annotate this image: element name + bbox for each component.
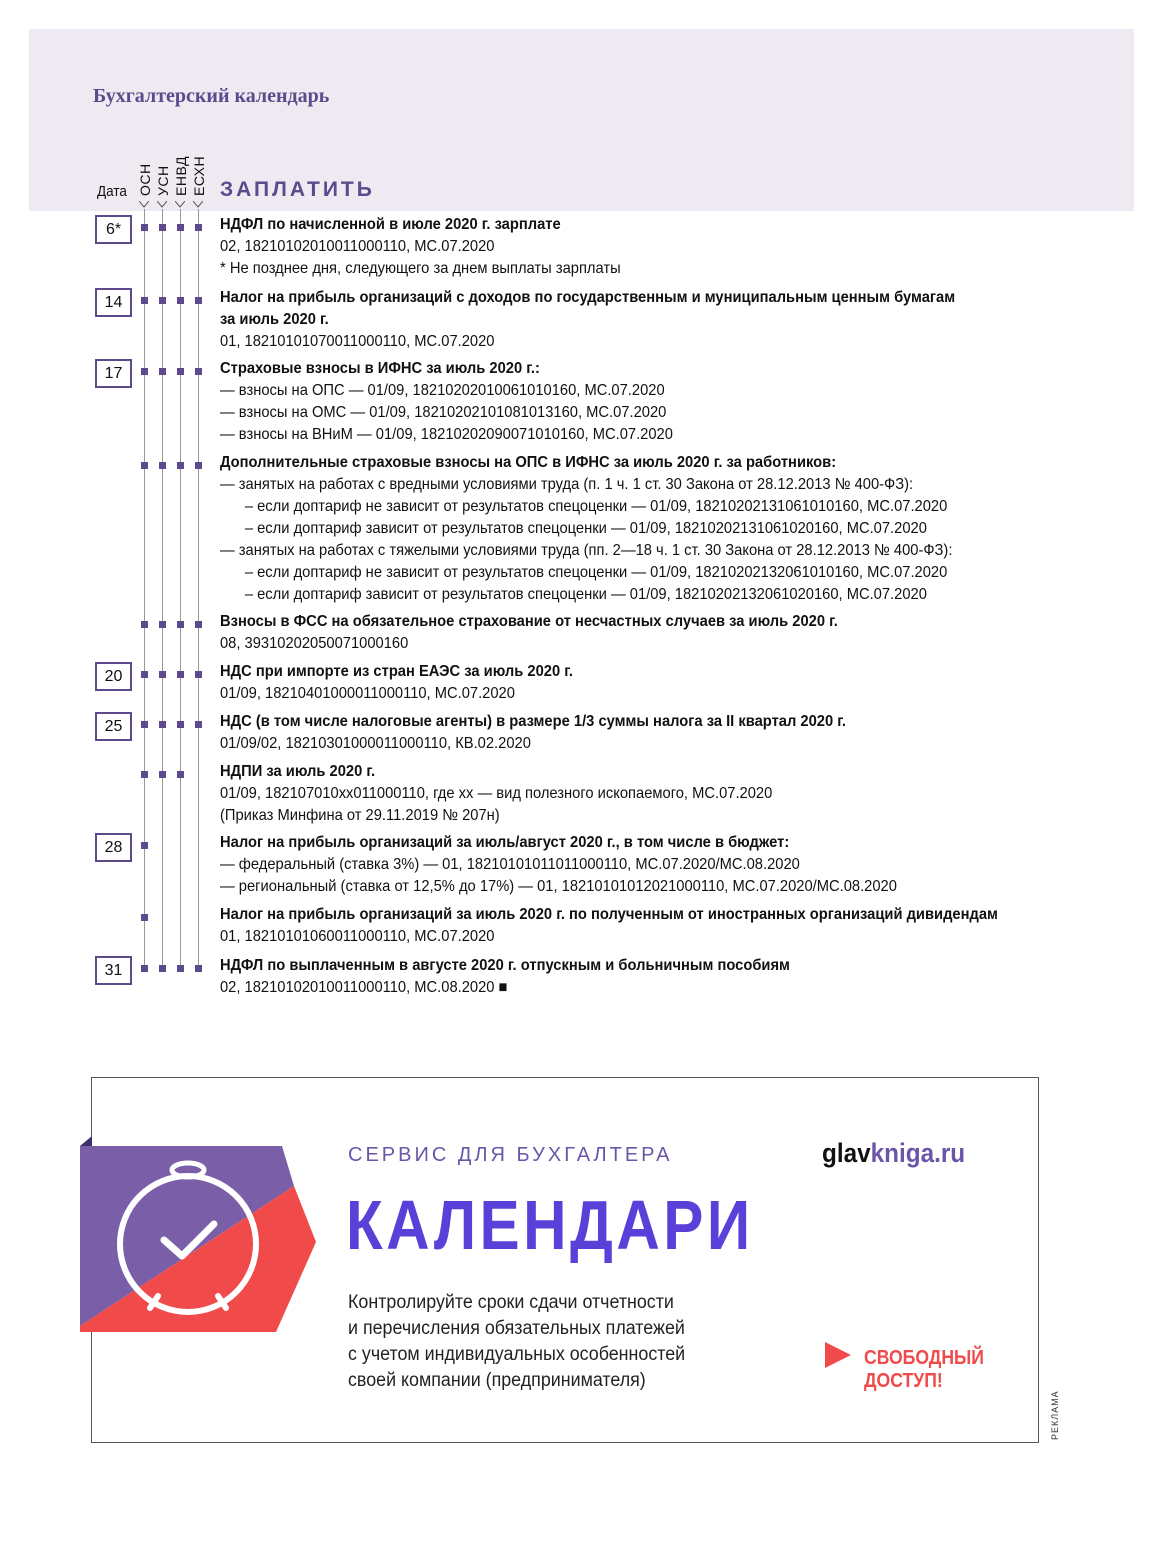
regime-marker: [141, 671, 148, 678]
regime-marker: [195, 368, 202, 375]
regime-marker: [195, 462, 202, 469]
date-box: 14: [95, 288, 132, 317]
payment-entry: [220, 955, 790, 999]
regime-marker: [177, 671, 184, 678]
chevron-down-icon: [157, 201, 167, 209]
entry-title: за июль 2020 г.: [220, 311, 329, 328]
entry-title: НДС при импорте из стран ЕАЭС за июль 2020 г.: [220, 663, 573, 680]
entry-line: — занятых на работах с тяжелыми условиями труда (пп. 2—18 ч. 1 ст. 30 Закона от 28.12.2013 № 400-ФЗ):: [220, 542, 953, 559]
payment-entry: [220, 904, 998, 948]
entry-title: Дополнительные страховые взносы на ОПС в ИФНС за июль 2020 г. за работников:: [220, 454, 837, 471]
entry-line: 01/09/02, 18210301000011000110, КВ.02.2020: [220, 735, 531, 752]
regime-marker: [195, 721, 202, 728]
entry-line: 01, 18210101060011000110, МС.07.2020: [220, 928, 495, 945]
regime-marker: [195, 671, 202, 678]
entry-title: НДФЛ по выплаченным в августе 2020 г. отпускным и больничным пособиям: [220, 957, 790, 974]
ad-site-part-b: kniga.ru: [870, 1138, 966, 1168]
entry-title: НДС (в том числе налоговые агенты) в размере 1/3 суммы налога за II квартал 2020 г.: [220, 713, 846, 730]
entry-line: – если доптариф зависит от результатов спецоценки — 01/09, 18210202132061020160, МС.07.2020: [244, 586, 927, 603]
regime-marker: [159, 368, 166, 375]
payment-entry: [220, 452, 952, 606]
payment-entry: [220, 711, 846, 755]
regime-marker: [177, 297, 184, 304]
regime-marker: [177, 621, 184, 628]
entry-line: – если доптариф не зависит от результатов спецоценки — 01/09, 18210202131061010160, МС.07.2020: [244, 498, 948, 515]
entry-line: – если доптариф зависит от результатов спецоценки — 01/09, 18210202131061020160, МС.07.2020: [244, 520, 927, 537]
entry-title: Страховые взносы в ИФНС за июль 2020 г.:: [220, 360, 540, 377]
entry-line: – если доптариф не зависит от результатов спецоценки — 01/09, 18210202132061010160, МС.07.2020: [244, 564, 948, 581]
payment-entry: [220, 358, 673, 446]
page-title: Бухгалтерский календарь: [93, 85, 330, 107]
column-eskhn-header: ЕСХН: [191, 155, 207, 196]
ad-cta-button[interactable]: [864, 1347, 984, 1393]
column-guide-line: [180, 209, 181, 972]
regime-marker: [159, 771, 166, 778]
column-guide-line: [198, 209, 199, 972]
regime-marker: [141, 965, 148, 972]
regime-marker: [141, 224, 148, 231]
ad-description-line: с учетом индивидуальных особенностей: [348, 1344, 686, 1365]
regime-marker: [141, 771, 148, 778]
entry-line: (Приказ Минфина от 29.11.2019 № 207н): [220, 807, 500, 824]
regime-marker: [177, 462, 184, 469]
entry-title: Налог на прибыль организаций за июль/август 2020 г., в том числе в бюджет:: [220, 834, 790, 851]
regime-marker: [177, 965, 184, 972]
regime-marker: [195, 224, 202, 231]
entry-title: НДПИ за июль 2020 г.: [220, 763, 376, 780]
alarm-clock-check-icon: [80, 1136, 320, 1332]
chevron-down-icon: [139, 201, 149, 209]
ad-cta-line: СВОБОДНЫЙ: [864, 1347, 984, 1369]
entry-line: 02, 18210102010011000110, МС.07.2020: [220, 238, 495, 255]
regime-marker: [141, 842, 148, 849]
regime-marker: [195, 297, 202, 304]
payment-entry: [220, 287, 955, 353]
entry-line: — взносы на ОМС — 01/09, 18210202101081013160, МС.07.2020: [220, 404, 667, 421]
entry-title: Налог на прибыль организаций с доходов по государственным и муниципальным ценным бумагам: [220, 289, 956, 306]
entry-title: Взносы в ФСС на обязательное страхование от несчастных случаев за июль 2020 г.: [220, 613, 838, 630]
entry-line: 01/09, 182107010хх011000110, где хх — вид полезного ископаемого, МС.07.2020: [220, 785, 773, 802]
ad-description-line: Контролируйте сроки сдачи отчетности: [348, 1292, 674, 1313]
regime-marker: [159, 224, 166, 231]
payment-entry: [220, 611, 838, 655]
entry-line: — региональный (ставка от 12,5% до 17%) — 01, 18210101012021000110, МС.07.2020/МС.08.2020: [220, 878, 897, 895]
regime-marker: [141, 721, 148, 728]
date-box: 17: [95, 359, 132, 388]
regime-marker: [177, 368, 184, 375]
regime-marker: [177, 771, 184, 778]
entry-line: — занятых на работах с вредными условиями труда (п. 1 ч. 1 ст. 30 Закона от 28.12.2013 № 400-ФЗ):: [220, 476, 914, 493]
regime-marker: [195, 965, 202, 972]
entry-line: 01, 18210101070011000110, МС.07.2020: [220, 333, 495, 350]
ad-description-line: своей компании (предпринимателя): [348, 1370, 646, 1391]
date-box: 25: [95, 712, 132, 741]
ad-site-link[interactable]: [822, 1138, 965, 1169]
chevron-down-icon: [175, 201, 185, 209]
date-box: 28: [95, 833, 132, 862]
entry-line: — взносы на ВНиМ — 01/09, 18210202090071010160, МС.07.2020: [220, 426, 673, 443]
regime-marker: [195, 621, 202, 628]
regime-marker: [159, 297, 166, 304]
ad-title: КАЛЕНДАРИ: [346, 1186, 754, 1264]
entry-line: 02, 18210102010011000110, МС.08.2020 ■: [220, 979, 508, 996]
ad-description-line: и перечисления обязательных платежей: [348, 1318, 685, 1339]
payment-entry: [220, 832, 897, 898]
entry-line: 08, 39310202050071000160: [220, 635, 409, 652]
regime-marker: [159, 671, 166, 678]
column-osn-header: ОСН: [137, 163, 153, 196]
entry-line: — взносы на ОПС — 01/09, 18210202010061010160, МС.07.2020: [220, 382, 665, 399]
section-title: ЗАПЛАТИТЬ: [220, 178, 375, 201]
entry-title: Налог на прибыль организаций за июль 2020 г. по полученным от иностранных организаций дивидендам: [220, 906, 998, 923]
ad-site-part-a: glav: [822, 1138, 871, 1168]
regime-marker: [141, 621, 148, 628]
regime-marker: [141, 368, 148, 375]
column-envd-header: ЕНВД: [173, 156, 189, 196]
ad-label: РЕКЛАМА: [1050, 1390, 1060, 1440]
regime-marker: [141, 914, 148, 921]
date-box: 20: [95, 662, 132, 691]
regime-marker: [177, 224, 184, 231]
column-guide-line: [162, 209, 163, 972]
column-date-header: Дата: [97, 183, 127, 200]
column-usn-header: УСН: [155, 165, 171, 196]
column-guide-line: [144, 209, 145, 972]
payment-entry: [220, 661, 573, 705]
payment-entry: [220, 761, 772, 827]
regime-marker: [159, 462, 166, 469]
regime-marker: [159, 621, 166, 628]
regime-marker: [177, 721, 184, 728]
regime-marker: [141, 462, 148, 469]
entry-line: * Не позднее дня, следующего за днем выплаты зарплаты: [220, 260, 621, 277]
date-box: 31: [95, 956, 132, 985]
entry-title: НДФЛ по начисленной в июле 2020 г. зарплате: [220, 216, 561, 233]
entry-line: — федеральный (ставка 3%) — 01, 18210101011011000110, МС.07.2020/МС.08.2020: [220, 856, 800, 873]
regime-marker: [159, 721, 166, 728]
ad-cta-line: ДОСТУП!: [864, 1370, 943, 1392]
ad-description: [348, 1290, 685, 1394]
entry-line: 01/09, 18210401000011000110, МС.07.2020: [220, 685, 515, 702]
ad-kicker: СЕРВИС ДЛЯ БУХГАЛТЕРА: [348, 1144, 673, 1166]
payment-entry: [220, 214, 621, 280]
regime-marker: [141, 297, 148, 304]
date-box: 6*: [95, 215, 132, 244]
regime-marker: [159, 965, 166, 972]
chevron-down-icon: [193, 201, 203, 209]
play-arrow-icon: [825, 1342, 851, 1368]
